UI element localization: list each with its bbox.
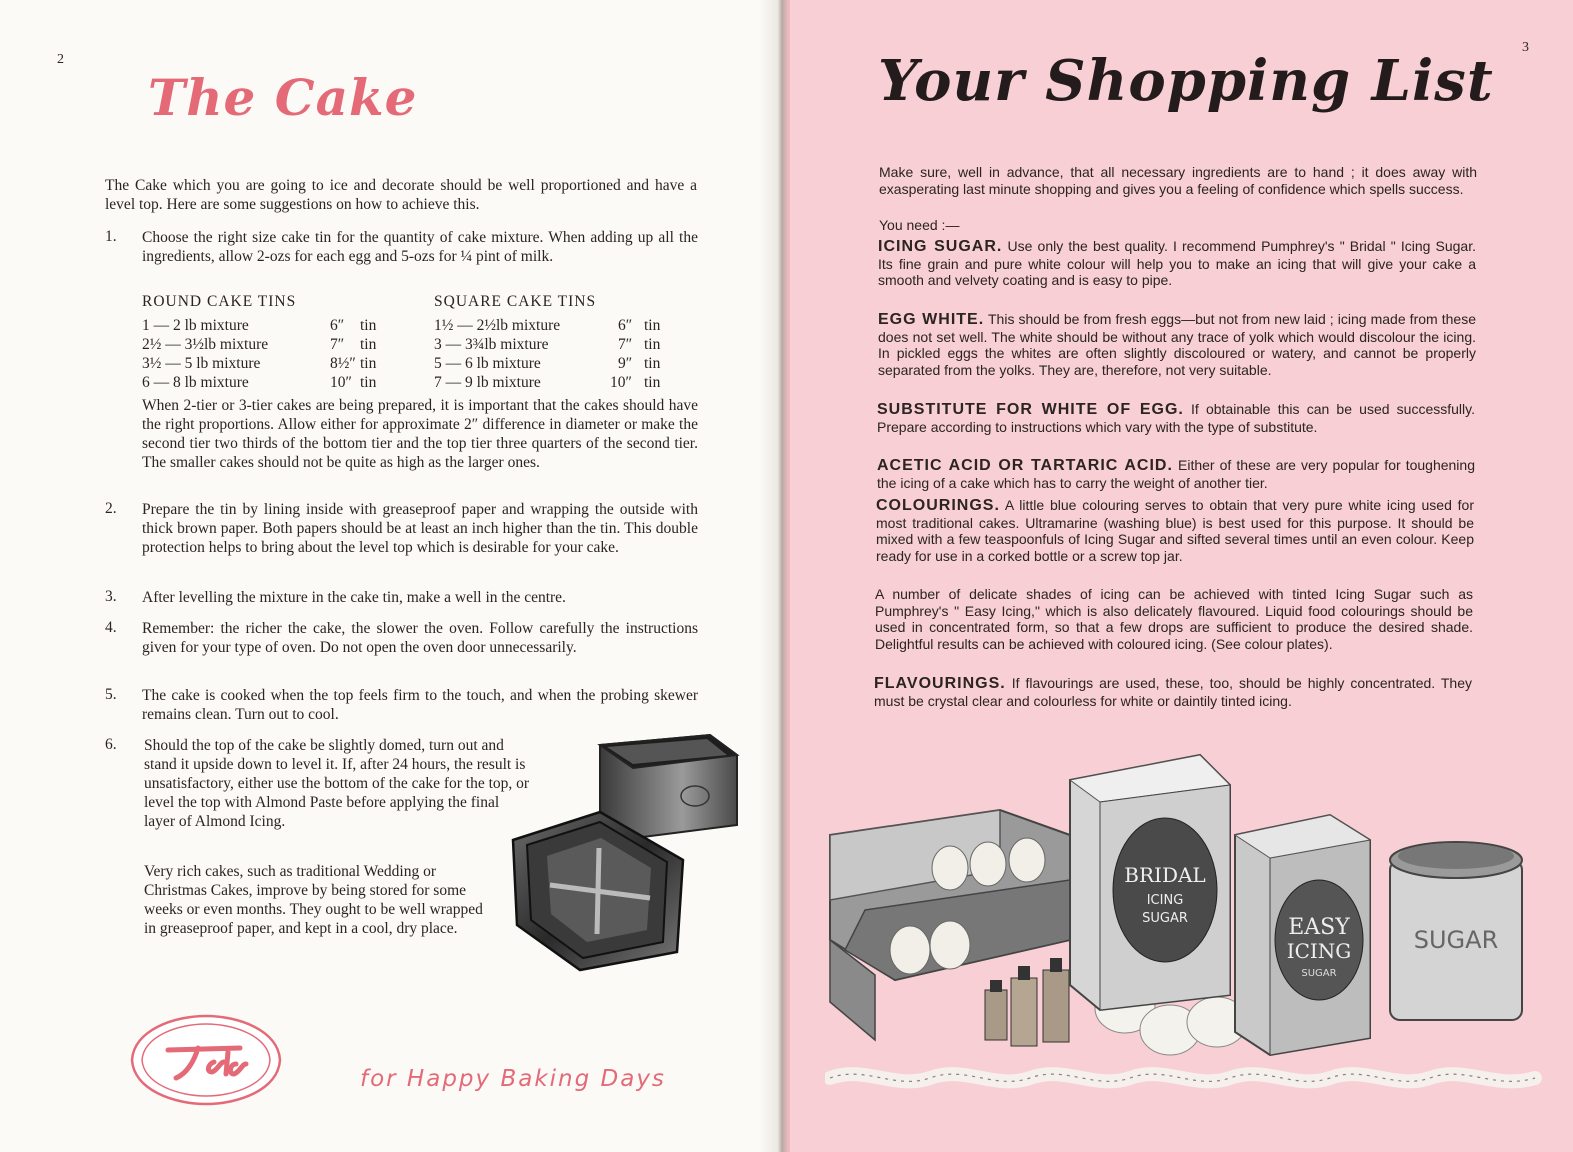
table-row — [434, 335, 674, 354]
step-text: Should the top of the cake be slightly domed, turn out and stand it upside down to level it. If, after 24 hours, the result is unsatisfactory, either use the bottom of the cake for the top, or level the top with Almond Paste before applying the final layer of Almond Icing. — [144, 737, 530, 830]
sugar-canister — [1390, 842, 1522, 1020]
easy-icing-label: ICING — [1286, 939, 1352, 963]
shopping-intro: Make sure, well in advance, that all necessary ingredients are to hand ; it does away with exasperating last minute shopping and gives you a feeling of confidence which spells success. — [879, 164, 1477, 197]
item-keyword: ACETIC ACID OR TARTARIC ACID. — [877, 457, 1173, 474]
ingredients-illustration — [825, 740, 1545, 1120]
item-acetic-acid — [877, 457, 1475, 491]
bridal-icing-label: ICING — [1146, 893, 1184, 908]
size-cell: 7″ — [618, 336, 633, 353]
item-text: Use only the best quality. I recommend Pumphrey's " Bridal " Icing Sugar. Its fine grain and pure white colour will help you to make an icing that will give your cake a smooth and velvety coating and is easy to pipe. — [878, 238, 1476, 288]
unit-cell: tin — [360, 355, 377, 372]
item-icing-sugar — [878, 238, 1476, 289]
mixture-cell: 1 — 2 lb mixture — [142, 317, 249, 334]
canister-label: SUGAR — [1413, 926, 1499, 954]
item-keyword: SUBSTITUTE FOR WHITE OF EGG. — [877, 401, 1184, 418]
size-cell: 10″ — [330, 374, 352, 391]
item-keyword: COLOURINGS. — [876, 497, 1000, 514]
item-flavourings — [874, 675, 1472, 709]
step-number: 1. — [105, 228, 117, 245]
item-keyword: ICING SUGAR. — [878, 238, 1003, 255]
tala-logo — [128, 1012, 284, 1108]
rich-cake-note: Very rich cakes, such as traditional Wedding or Christmas Cakes, improve by being stored for some weeks or even months. They ought to be well wrapped in greaseproof paper, and kept in a cool, dry place. — [144, 863, 483, 937]
page-number-right: 3 — [1522, 40, 1529, 55]
mixture-cell: 6 — 8 lb mixture — [142, 374, 249, 391]
item-text: Either of these are very popular for toughening the icing of a cake which has to carry the weight of another tier. — [877, 457, 1475, 491]
size-cell: 6″ — [618, 317, 633, 334]
flavouring-bottles-image — [985, 958, 1069, 1046]
step-number: 2. — [105, 500, 117, 517]
item-colourings — [876, 497, 1474, 564]
step-number: 4. — [105, 619, 117, 636]
bridal-icing-sugar-box — [1070, 755, 1230, 1010]
mixture-cell: 5 — 6 lb mixture — [434, 355, 541, 372]
table-row — [434, 354, 674, 373]
mixture-cell: 1½ — 2½lb mixture — [434, 317, 561, 334]
item-text: A little blue colouring serves to obtain that very pure white icing used for most traditional cakes. Ultramarine (washing blue) is best used for this purpose. It should be mixed with a few teaspoonfuls of Icing Sugar and sifted several times until an even colour. Keep ready for use in a corked bottle or a screw top jar. — [876, 497, 1475, 564]
item-keyword: EGG WHITE. — [878, 311, 985, 328]
left-page — [0, 0, 780, 1152]
step-number: 3. — [105, 588, 117, 605]
bridal-sugar-label: SUGAR — [1142, 911, 1188, 926]
you-need-label: You need :— — [879, 217, 960, 233]
step-number: 6. — [105, 736, 117, 753]
right-page — [790, 0, 1573, 1152]
square-tins-table — [434, 292, 674, 392]
unit-cell: tin — [644, 336, 661, 353]
step-text: Prepare the tin by lining inside with greaseproof paper and wrapping the outside with thick brown paper. Both papers should be at least an inch higher than the tin. This double protection helps to bring about the level top which is desirable for your cake. — [142, 501, 698, 556]
item-text: This should be from fresh eggs—but not from new laid ; icing made from these does not set well. The white should be without any trace of yolk which would discolour the icing. In pickled eggs the whites are often slightly discoloured or watery, and cannot be properly separated from the yolks. They are, therefore, not very suitable. — [878, 311, 1476, 378]
unit-cell: tin — [360, 374, 377, 391]
size-cell: 7″ — [330, 336, 345, 353]
item-egg-white — [878, 311, 1476, 378]
table-row — [434, 316, 674, 335]
page-title-shopping: Your Shopping List — [878, 48, 1494, 114]
item-text: If flavourings are used, these, too, should be highly concentrated. They must be crystal clear and colourless for white or daintily tinted icing. — [874, 675, 1473, 709]
unit-cell: tin — [644, 374, 661, 391]
step-text: The cake is cooked when the top feels firm to the touch, and when the probing skewer remains clean. Turn out to cool. — [142, 687, 698, 723]
table-row — [142, 335, 392, 354]
unit-cell: tin — [360, 336, 377, 353]
page-number-left: 2 — [57, 52, 64, 67]
intro-paragraph: The Cake which you are going to ice and decorate should be well proportioned and have a level top. Here are some suggestions on how to achieve this. — [105, 177, 697, 213]
mixture-cell: 3 — 3¾lb mixture — [434, 336, 549, 353]
square-tins-heading: SQUARE CAKE TINS — [434, 293, 597, 310]
mixture-cell: 7 — 9 lb mixture — [434, 374, 541, 391]
table-row — [434, 373, 674, 392]
item-text: If obtainable this can be used successfully. Prepare according to instructions which vary with the type of substitute. — [877, 401, 1475, 435]
table-row — [142, 316, 392, 335]
unit-cell: tin — [644, 355, 661, 372]
unit-cell: tin — [644, 317, 661, 334]
page-title-cake: The Cake — [148, 68, 418, 127]
easy-sugar-label: SUGAR — [1301, 968, 1337, 979]
table-row — [142, 373, 392, 392]
item-keyword: FLAVOURINGS. — [874, 675, 1006, 692]
mixture-cell: 3½ — 5 lb mixture — [142, 355, 261, 372]
piped-icing-border — [830, 1074, 1535, 1081]
tier-note: When 2-tier or 3-tier cakes are being prepared, it is important that the cakes should have the right proportions. Allow either for approximate 2″ difference in diameter or make the second tier two thirds of the bottom tier and the top tier three quarters of the second tier. The smaller cakes should not be quite as high as the larger ones. — [142, 397, 698, 471]
step-text: After levelling the mixture in the cake tin, make a well in the centre. — [142, 589, 566, 606]
step-text: Remember: the richer the cake, the slower the oven. Follow carefully the instructions given for your type of oven. Do not open the oven door unnecessarily. — [142, 620, 698, 656]
round-tins-table — [142, 292, 392, 392]
easy-icing-box — [1235, 815, 1370, 1055]
unit-cell: tin — [360, 317, 377, 334]
size-cell: 8½″ — [330, 355, 356, 372]
item-substitute — [877, 401, 1475, 435]
mixture-cell: 2½ — 3½lb mixture — [142, 336, 269, 353]
table-row — [142, 354, 392, 373]
easy-brand-label: EASY — [1288, 915, 1350, 940]
size-cell: 9″ — [618, 355, 633, 372]
step-text: Choose the right size cake tin for the quantity of cake mixture. When adding up all the ingredients, allow 2-ozs for each egg and 5-ozs for ¼ pint of milk. — [142, 229, 698, 265]
bridal-brand-label: BRIDAL — [1124, 863, 1206, 887]
size-cell: 10″ — [610, 374, 632, 391]
size-cell: 6″ — [330, 317, 345, 334]
cake-tins-illustration — [505, 720, 745, 975]
tagline: for Happy Baking Days — [360, 1066, 666, 1092]
step-number: 5. — [105, 686, 117, 703]
tinted-note: A number of delicate shades of icing can be achieved with tinted Icing Sugar such as Pumphrey's " Easy Icing," which is also delicately flavoured. Liquid food colourings should be used in concentrated form, so that a few drops are sufficient to produce the desired shade. Delightful results can be achieved with coloured icing. (See colour plates). — [875, 586, 1473, 652]
round-tins-heading: ROUND CAKE TINS — [142, 293, 297, 310]
